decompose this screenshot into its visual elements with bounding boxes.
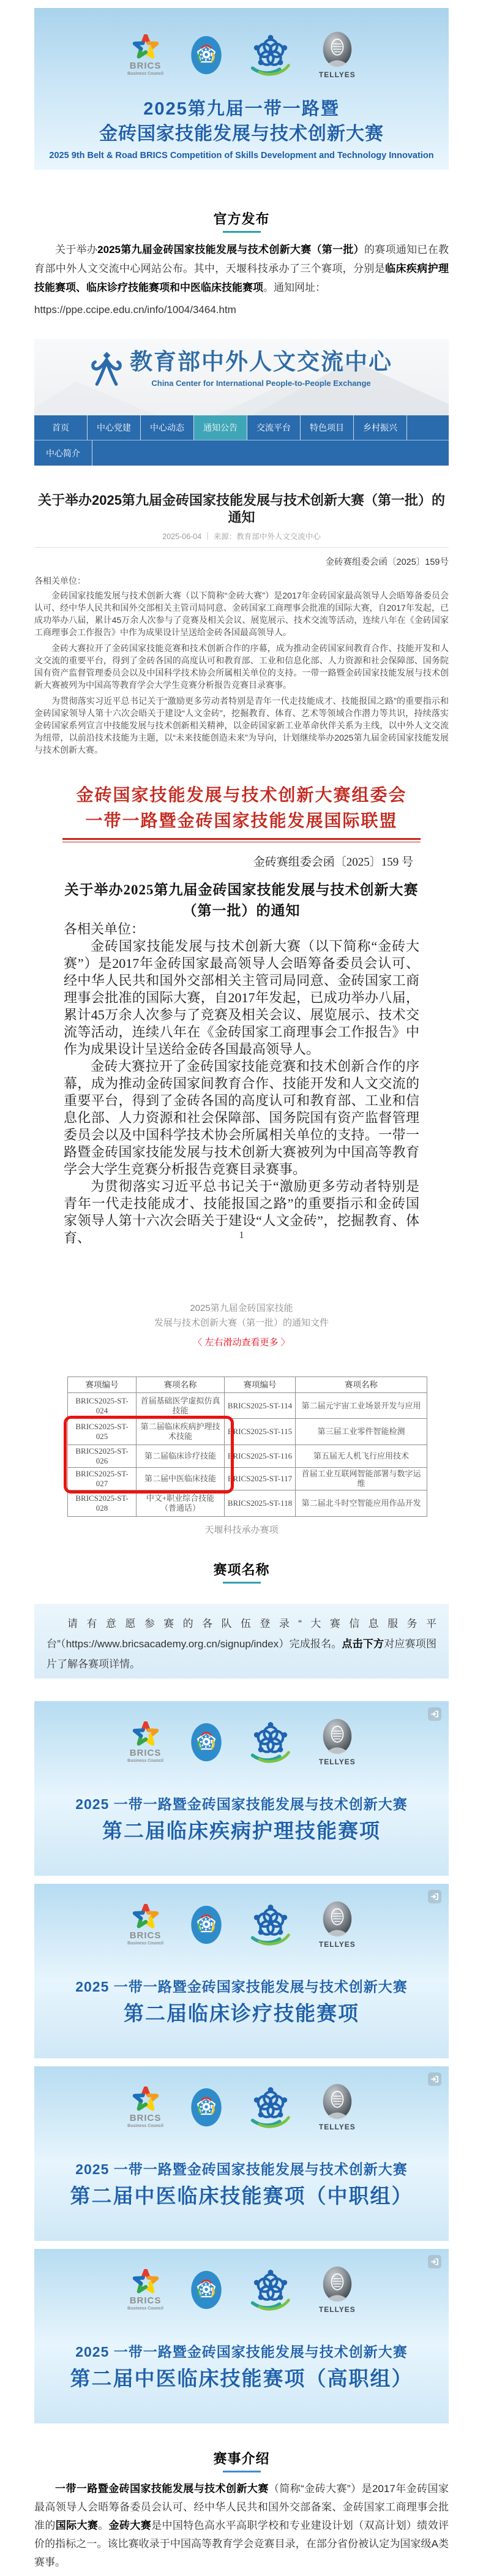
alliance-knot-icon: [249, 1903, 292, 1947]
tellyes-egg-icon: [321, 2266, 354, 2304]
intro-text: 关于举办: [55, 244, 98, 255]
scan-paragraph: 金砖国家技能发展与技术创新大赛（以下简称“金砖大赛”）是2017年金砖国家最高领导人会晤筹备委员会认可、经中华人民共和国外交部相关主管司局同意、金砖国家工商理事会批准的国际大赛，自2017年发起，已成功举办八届，累计45万余人次参与了竞赛及相关会议、展览展示、技术交流等活动，连续八年在《金砖国家工商理事会工作报告》中作为成果设计呈送给金砖各国最高领导人。: [64, 939, 419, 1057]
hero-title-line1: 2025第九届一带一路暨: [143, 99, 340, 119]
article-paragraph: 金砖国家技能发展与技术创新大赛（以下简称“金砖大赛”）是2017年金砖国家最高领导人会晤筹备委员会认可、经中华人民共和国外交部相关主管司局同意、金砖国家工商理事会批准的国际大赛，自2017年发起，已成功举办八届，累计45万余人次参与了竞赛及相关会议、展览展示、技术交流等活动，连续八年在《金砖国家工商理事会工作报告》中作为成果设计呈送给金砖各国最高领导人。: [34, 591, 449, 637]
col-header-name: 赛项名称: [296, 1377, 427, 1393]
article-meta: [34, 531, 449, 542]
article-salutation: 各相关单位：: [34, 576, 86, 586]
banner-series-line: 2025 一带一路暨金砖国家技能发展与技术创新大赛: [75, 2161, 408, 2177]
brics-star-icon: [132, 2087, 160, 2112]
table-caption: 天堰科技承办赛项: [204, 1525, 279, 1535]
brics-logo-text: BRICS: [129, 2112, 162, 2123]
competition-intro-paragraph: [34, 2480, 449, 2572]
tellyes-egg-icon: [321, 31, 354, 69]
nav-filler: [407, 415, 449, 440]
tellyes-logo: [319, 31, 356, 78]
nav-item-about: 中心简介: [34, 440, 92, 466]
official-intro-paragraph: [34, 240, 449, 297]
table-row: [68, 1419, 427, 1445]
slide-hint: 〈 左右滑动查看更多 〉: [193, 1337, 290, 1348]
col-header-code: 赛项编号: [225, 1377, 296, 1393]
banner-event-title: 第二届临床诊疗技能赛项: [124, 2002, 359, 2025]
table-row: [68, 1445, 427, 1468]
event-name: 第二届北斗时空智能应用作品开发: [296, 1490, 427, 1517]
scan-caption-line1: 2025第九届金砖国家技能: [190, 1303, 293, 1313]
brics-logo-text: BRICS: [129, 2295, 162, 2306]
event-name: 首届工业互联网智能部署与数字运维: [296, 1468, 427, 1490]
nav-filler: [92, 440, 449, 466]
intro-text: 。通知网址：: [263, 282, 326, 293]
alliance-knot-icon: [249, 2085, 292, 2129]
intro-bold: 金砖大赛: [108, 2520, 152, 2531]
scan-title-line2: （第一批）的通知: [182, 903, 301, 918]
hero-title-line2: 金砖国家技能发展与技术创新大赛: [99, 124, 384, 144]
alliance-logo: [249, 33, 292, 77]
brics-logo-text: BRICS: [129, 60, 162, 71]
hero-subtitle-en: 2025 9th Belt & Road BRICS Competition of Skills Development and Technology Innovation: [49, 151, 434, 161]
partner-logos: [34, 2083, 449, 2131]
banner-event-title: 第二届中医临床技能赛项（高职组）: [70, 2367, 413, 2390]
competition-emblem-icon: [190, 2270, 222, 2310]
click-below-bold: 点击下方: [342, 1638, 384, 1650]
tellyes-logo-text: TELLYES: [318, 2123, 356, 2131]
brics-logo-subtext: Business Council: [127, 71, 163, 76]
alliance-knot-icon: [249, 2268, 292, 2312]
tellyes-logo-text: TELLYES: [318, 1940, 356, 1949]
table-row: [68, 1468, 427, 1490]
scan-paragraph: 为贯彻落实习近平总书记关于“激励更多劳动者特别是青年一代走技能成才、技能报国之路”的重要指示和金砖国家领导人第十六次会晤关于建设“人文金砖”，挖掘教育、体育、: [64, 1179, 419, 1245]
table-header-row: [68, 1377, 427, 1393]
ccipe-name-en: China Center for International People-to-People Exchange: [151, 379, 371, 388]
section-heading-events: 赛项名称: [213, 1562, 270, 1577]
partner-logos: [34, 1718, 449, 1766]
intro-text: （简称“金砖大赛”）是2017年金砖国家最高领导人会晤筹备委员会认可、经中华人民共和国外交部备案、金砖国家工商理事会批准的: [34, 2483, 449, 2531]
article-date: 2025-06-04: [162, 532, 202, 541]
heading-underline: [223, 2471, 261, 2472]
competition-emblem-icon: [190, 1723, 222, 1762]
article-source: 来源：教育部中外人文交流中心: [213, 532, 321, 541]
scan-caption: [34, 1301, 449, 1331]
competition-emblem-icon: [190, 1905, 222, 1944]
scan-salutation: 各相关单位：: [64, 921, 145, 937]
event-name: 第二届中医临床技能: [137, 1468, 225, 1490]
partner-logos: [34, 2266, 449, 2313]
event-code: BRICS2025-ST-114: [225, 1393, 296, 1419]
competition-logo: [190, 2088, 222, 2127]
scan-org-line2: 一带一路暨金砖国家技能发展国际联盟: [85, 812, 398, 831]
brics-business-council-logo: [127, 2087, 163, 2128]
partner-logos: [34, 31, 449, 78]
event-code: BRICS2025-ST-026: [68, 1445, 137, 1468]
registration-text: [47, 1614, 436, 1674]
event-code: BRICS2025-ST-116: [225, 1445, 296, 1468]
registration-info-box: [34, 1604, 449, 1679]
brics-logo-text: BRICS: [129, 1747, 162, 1758]
meta-separator: ｜: [203, 532, 212, 541]
nav-item-party: 中心党建: [88, 415, 141, 440]
intro-competition-name-bold: 一带一路暨金砖国家技能发展与技术创新大赛: [55, 2483, 269, 2495]
alliance-logo: [249, 2268, 292, 2312]
event-code: BRICS2025-ST-027: [68, 1468, 137, 1490]
intro-event-names: 临床疾病护理技能赛项、临床诊疗技能赛项和中医临床技能赛项: [34, 263, 449, 293]
banner-clinical-diagnosis[interactable]: [34, 1884, 449, 2058]
tellyes-egg-icon: [321, 2083, 354, 2121]
event-code: BRICS2025-ST-025: [68, 1419, 137, 1445]
registration-instructions: 请有意愿参赛的各队伍登录“大赛信息服务平台”（https://www.bricsacademy.org.cn/signup/index）完成报名。: [47, 1618, 436, 1650]
alliance-logo: [249, 1720, 292, 1764]
intro-text: 。: [98, 2520, 109, 2531]
event-code: BRICS2025-ST-024: [68, 1393, 137, 1419]
scan-body: [64, 921, 419, 1247]
tellyes-logo: [319, 1901, 356, 1948]
banner-tcm-secondary[interactable]: [34, 2066, 449, 2241]
brics-star-icon: [132, 2269, 160, 2295]
brics-logo-subtext: Business Council: [127, 2306, 163, 2311]
event-name: 第三届工业零件智能检测: [296, 1419, 427, 1445]
col-header-name: 赛项名称: [137, 1377, 225, 1393]
brics-business-council-logo: [127, 34, 163, 76]
heading-underline: [223, 231, 261, 233]
event-code: BRICS2025-ST-115: [225, 1419, 296, 1445]
registration-instructions: 对应赛项图片了解各赛项详情。: [47, 1638, 436, 1670]
banner-clinical-nursing[interactable]: [34, 1701, 449, 1876]
scan-document-number: 金砖赛组委会函〔2025〕159 号: [253, 856, 413, 869]
divider-line: [34, 547, 449, 548]
banner-tcm-higher[interactable]: [34, 2249, 449, 2423]
notice-url: https://ppe.ccipe.edu.cn/info/1004/3464.htm: [34, 304, 236, 315]
tellyes-logo-text: TELLYES: [318, 70, 356, 79]
nav-item-projects: 特色项目: [301, 415, 354, 440]
nav-item-exchange: 交流平台: [247, 415, 301, 440]
competition-emblem-icon: [190, 2088, 222, 2127]
event-name: 首届基础医学虚拟仿真技能: [137, 1393, 225, 1419]
section-heading-official: 官方发布: [213, 211, 270, 227]
brics-logo-subtext: Business Council: [127, 2123, 163, 2128]
nav-item-rural: 乡村振兴: [354, 415, 407, 440]
article-paragraph: 金砖大赛拉开了金砖国家技能竞赛和技术创新合作的序幕，成为推动金砖国家间教育合作、技能开发和人文交流的重要平台，得到了金砖各国的高度认可和教育部、工业和信息化部、人力资源和社会保障部、国务院国有资产监督管理委员会以及中国科学技术协会所属相关单位的支持。一带一路暨金砖国家技能发展与技术创新大赛被列为中国高等教育学会大学生竞赛分析报告竞赛目录赛事。: [34, 643, 449, 690]
banner-event-title: 第二届中医临床技能赛项（中职组）: [70, 2185, 413, 2207]
article-title: 关于举办2025第九届金砖国家技能发展与技术创新大赛（第一批）的通知: [38, 493, 445, 525]
intro-competition-name: 2025第九届金砖国家技能发展与技术创新大赛（第一批）: [97, 244, 364, 255]
tellyes-egg-icon: [321, 1718, 354, 1756]
events-table: [67, 1377, 427, 1517]
event-code: BRICS2025-ST-028: [68, 1490, 137, 1517]
tellyes-logo: [319, 1718, 356, 1766]
ccipe-nav-row1: [34, 415, 449, 440]
ccipe-header: [34, 339, 449, 415]
event-name: 第二届临床疾病护理技术技能: [137, 1419, 225, 1445]
heading-underline: [223, 1582, 261, 1584]
competition-emblem-icon: [190, 36, 222, 75]
alliance-logo: [249, 2085, 292, 2129]
intro-bold: 国际大赛: [55, 2520, 99, 2531]
event-name: 中文+职业综合技能（普通话）: [137, 1490, 225, 1517]
competition-logo: [190, 36, 222, 75]
tellyes-logo-text: TELLYES: [318, 2305, 356, 2314]
brics-star-icon: [132, 1721, 160, 1747]
document-number: 金砖赛组委会函〔2025〕159号: [325, 557, 449, 567]
event-code: BRICS2025-ST-117: [225, 1468, 296, 1490]
nav-item-news: 中心动态: [141, 415, 194, 440]
banner-series-line: 2025 一带一路暨金砖国家技能发展与技术创新大赛: [75, 1796, 408, 1812]
competition-logo: [190, 1905, 222, 1944]
brics-logo-subtext: Business Council: [127, 1758, 163, 1763]
brics-logo-text: BRICS: [129, 1930, 162, 1941]
event-code: BRICS2025-ST-118: [225, 1490, 296, 1517]
tellyes-logo: [319, 2083, 356, 2131]
partner-logos: [34, 1901, 449, 1948]
tellyes-logo-text: TELLYES: [318, 1758, 356, 1766]
alliance-knot-icon: [249, 33, 292, 77]
intro-text: 是中国特色高水平高职学校和专业建设计划（双高计划）绩效评价的指标之一。该比赛收录于中国高等教育学会竞赛目录，在部分省份被认定为国家级A类赛事。: [34, 2520, 449, 2568]
scan-title-line1: 关于举办2025第九届金砖国家技能发展与技术创新大赛: [64, 882, 419, 897]
scan-caption-line2: 发展与技术创新大赛（第一批）的通知文件: [154, 1318, 329, 1328]
event-name: 第五届无人机飞行应用技术: [296, 1445, 427, 1468]
ccipe-logo-icon: [91, 351, 122, 388]
red-double-rule: [62, 838, 421, 842]
banner-series-line: 2025 一带一路暨金砖国家技能发展与技术创新大赛: [75, 1979, 408, 1995]
article-paragraph: 为贯彻落实习近平总书记关于“激励更多劳动者特别是青年一代走技能成才、技能报国之路”的重要指示和金砖国家领导人第十六次会晤关于建设“人文金砖”，挖掘教育、体育、艺术等领域合作潜力等共识，持续落实金砖国家系列宣言中技能发展与技术创新相关精神，以金砖国家新工业革命伙伴关系为主线，以中外人文交流为纽带，以前沿技术技能为主题，以“未来技能创造未来”为导向，计划继续举办2025第九届金砖国家技能发展与技术创新大赛。: [34, 696, 449, 755]
event-name: 第二届临床诊疗技能: [137, 1445, 225, 1468]
tellyes-egg-icon: [321, 1901, 354, 1939]
banner-event-title: 第二届临床疾病护理技能赛项: [102, 1819, 381, 1842]
brics-business-council-logo: [127, 2269, 163, 2311]
ccipe-website-screenshot: [34, 339, 449, 466]
brics-logo-subtext: Business Council: [127, 1941, 163, 1946]
ccipe-nav-row2: [34, 440, 449, 466]
col-header-code: 赛项编号: [68, 1377, 137, 1393]
brics-star-icon: [132, 1904, 160, 1930]
tellyes-logo: [319, 2266, 356, 2313]
brics-business-council-logo: [127, 1721, 163, 1763]
alliance-knot-icon: [249, 1720, 292, 1764]
banner-series-line: 2025 一带一路暨金砖国家技能发展与技术创新大赛: [75, 2344, 408, 2360]
notice-scan-image: [34, 760, 449, 1250]
table-row: [68, 1393, 427, 1419]
brics-star-icon: [132, 34, 160, 60]
event-name: 第二届元宇宙工业场景开发与应用: [296, 1393, 427, 1419]
scan-paragraph: 金砖大赛拉开了金砖国家技能竞赛和技术创新合作的序幕，成为推动金砖国家间教育合作、技能开发和人文交流的重要平台，得到了金砖各国的高度认可和教育部、工业和信息化部、人力资源和社会保障部、国务院国有资产监督管理委员会以及中国科学技术协会所属相关单位的支持。一带一路暨金砖国家技能发展与技术创新大赛被列为中国高等教育学会大学生竞赛分析报告竞赛目录赛事。: [64, 1059, 419, 1177]
scan-page-number: 1: [239, 1230, 244, 1241]
hero-banner: [34, 8, 449, 170]
alliance-logo: [249, 1903, 292, 1947]
table-row: [68, 1490, 427, 1517]
section-heading-intro: 赛事介绍: [213, 2451, 270, 2466]
nav-item-home: 首页: [34, 415, 88, 440]
brics-business-council-logo: [127, 1904, 163, 1946]
competition-logo: [190, 1723, 222, 1762]
events-table-image: [67, 1377, 428, 1517]
intro-text: 的赛项通知已在教育部中外人文交流中心网站公布。其中，天堰科技承办了三个赛项，分别是: [34, 244, 449, 274]
nav-item-notices-active: 通知公告: [194, 415, 247, 440]
scan-org-line1: 金砖国家技能发展与技术创新大赛组委会: [76, 786, 407, 805]
ccipe-name-cn: 教育部中外人文交流中心: [130, 349, 392, 374]
competition-logo: [190, 2270, 222, 2310]
